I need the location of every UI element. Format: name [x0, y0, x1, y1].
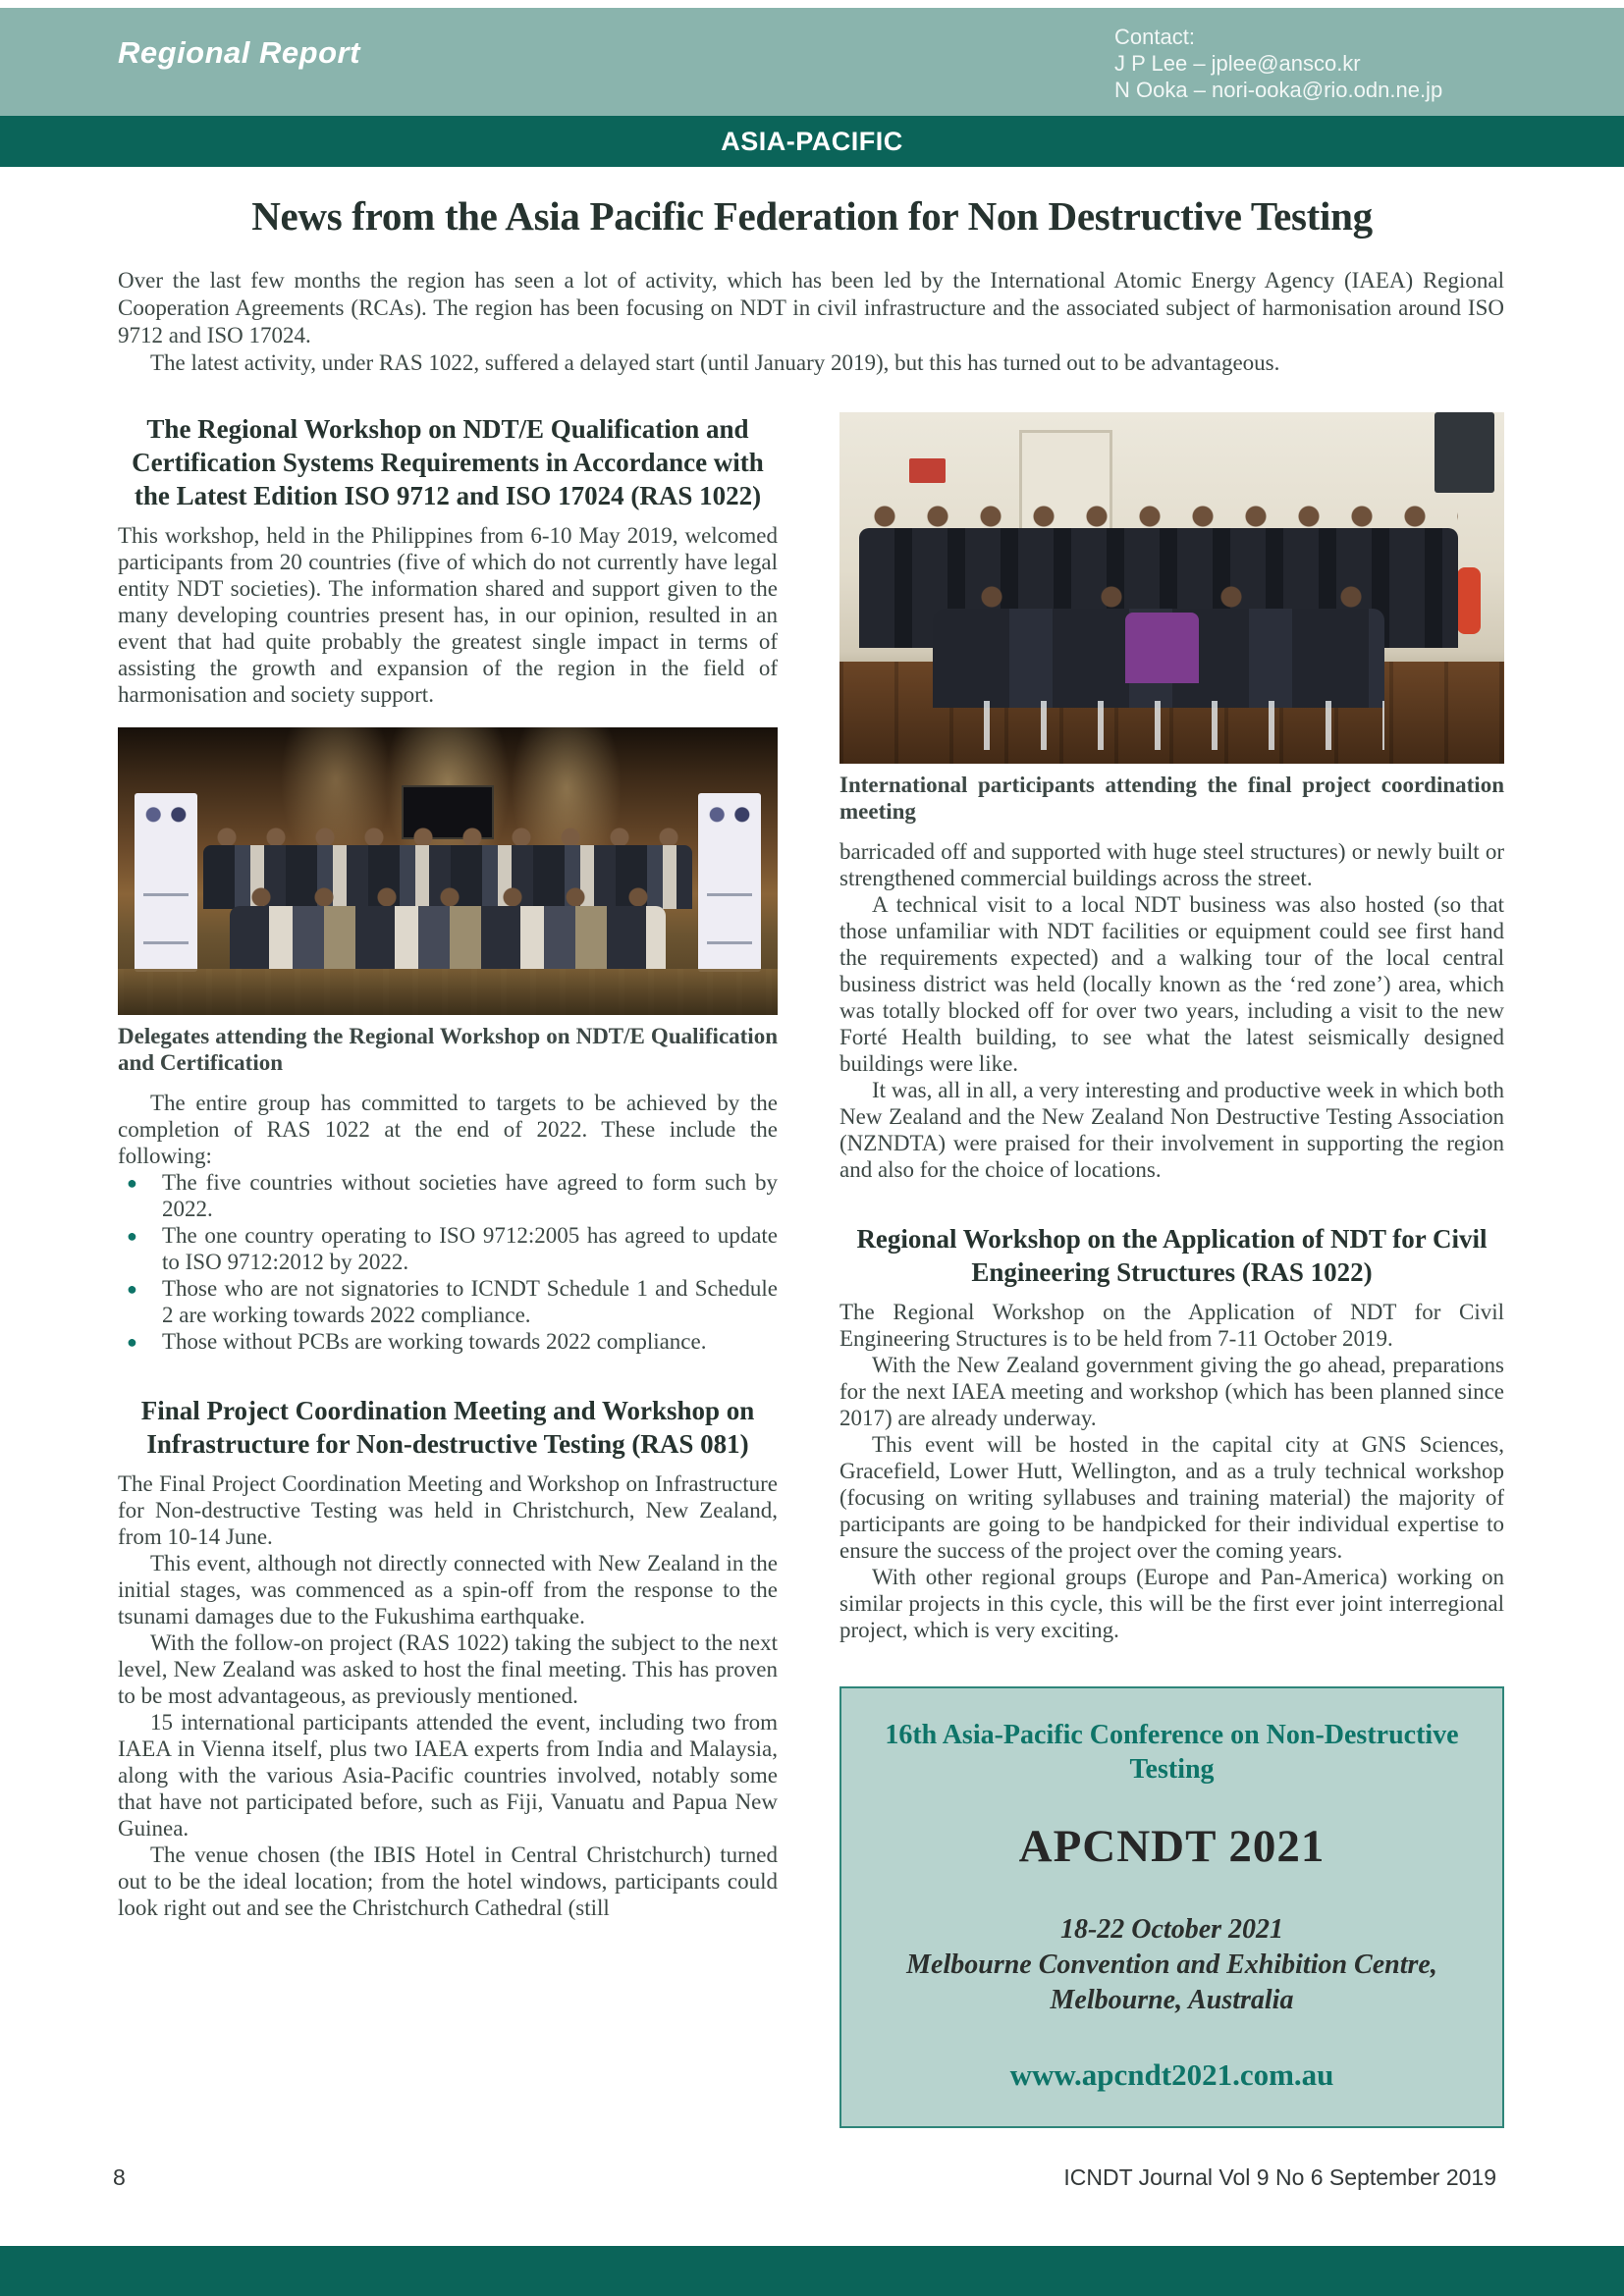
ad-conference-title: 16th Asia-Pacific Conference on Non-Destructive Testing — [885, 1720, 1459, 1785]
targets-list — [118, 1169, 778, 1355]
list-item: ● The five countries without societies have agreed to form such by 2022. — [118, 1169, 778, 1222]
body-paragraph: The venue chosen (the IBIS Hotel in Central Christchurch) turned out to be the ideal location; from the hotel windows, participants could look right out and see the Christchurch Cathedral (still — [118, 1842, 778, 1920]
body-paragraph: This workshop, held in the Philippines from 6-10 May 2019, welcomed participants from 20 countries (five of which do not currently have legal entity NDT societies). The information shared and support given to the many developing countries present has, in our opinion, resulted in an event that had quite probably the greatest single impact in terms of assisting the growth and expansion of the region in the field of harmonisation and society support. — [118, 523, 778, 707]
intro-paragraph: The latest activity, under RAS 1022, suffered a delayed start (until January 2019), but this has turned out to be advantageous. — [150, 350, 1280, 375]
ad-conference-name: APCNDT 2021 — [1018, 1821, 1326, 1872]
apcndt-conference-ad — [839, 1686, 1504, 2128]
body-paragraph: The Regional Workshop on the Application of NDT for Civil Engineering Structures is to be held from 7-11 October 2019. — [839, 1300, 1504, 1351]
body-paragraph: With other regional groups (Europe and Pan-America) working on similar projects in this cycle, this will be the first ever joint interregional project, which is very exciting. — [839, 1565, 1504, 1642]
body-paragraph: The entire group has committed to targets to be achieved by the completion of RAS 1022 at the end of 2022. These include the following: — [118, 1091, 778, 1168]
photo-delegates-lobby — [118, 727, 778, 1015]
right-column — [839, 412, 1504, 2128]
section-label: Regional Report — [118, 35, 360, 70]
two-column-body — [118, 412, 1504, 2128]
chair-legs — [933, 701, 1384, 750]
contact-email-2[interactable]: N Ooka – nori-ooka@rio.odn.ne.jp — [1114, 78, 1443, 102]
journal-info: ICNDT Journal Vol 9 No 6 September 2019 — [1063, 2164, 1496, 2190]
ad-dates: 18-22 October 2021 — [1059, 1914, 1284, 1945]
section-heading-final-project: Final Project Coordination Meeting and Workshop on Infrastructure for Non-destructive Testing (RAS 081) — [140, 1396, 755, 1459]
red-wall-sign — [909, 458, 946, 483]
photo-caption: Delegates attending the Regional Workshop on NDT/E Qualification and Certification — [118, 1024, 778, 1075]
seated-row-heads — [933, 584, 1384, 610]
page-number: 8 — [113, 2164, 126, 2190]
contact-block — [1114, 24, 1442, 103]
footer-teal-bar — [0, 2246, 1624, 2296]
page-footer — [113, 2164, 1499, 2191]
intro-block — [118, 267, 1504, 377]
intro-paragraph: Over the last few months the region has seen a lot of activity, which has been led by the International Atomic Energy Agency (IAEA) Regional Cooperation Agreements (RCAs). The region has been focusing on NDT in civil infrastructure and the associated subject of harmonisation around ISO 9712 and ISO 17024. — [118, 268, 1504, 347]
body-paragraph: barricaded off and supported with huge steel structures) or newly built or strengthened commercial buildings across the street. — [839, 839, 1504, 890]
photo-meeting-participants — [839, 412, 1504, 764]
list-item: ● Those without PCBs are working towards 2022 compliance. — [118, 1328, 778, 1355]
contact-email-1[interactable]: J P Lee – jplee@ansco.kr — [1114, 51, 1361, 76]
purple-shirt-figure — [1125, 613, 1198, 683]
photo-caption: International participants attending the final project coordination meeting — [839, 773, 1504, 824]
marble-floor — [118, 969, 778, 1015]
section-heading-civil-engineering: Regional Workshop on the Application of NDT for Civil Engineering Structures (RAS 1022) — [856, 1224, 1488, 1287]
body-paragraph: The Final Project Coordination Meeting and Workshop on Infrastructure for Non-destructive Testing was held in Christchurch, New Zealand, from 10-14 June. — [118, 1471, 778, 1549]
page-title: News from the Asia Pacific Federation for Non Destructive Testing — [251, 193, 1373, 239]
ad-dates-venue — [865, 1912, 1479, 2018]
section-heading-workshop: The Regional Workshop on NDT/E Qualification and Certification Systems Requirements in Accordance with the Latest Edition ISO 9712 and ISO 17024 (RAS 1022) — [132, 414, 764, 510]
body-paragraph: It was, all in all, a very interesting and productive week in which both New Zealand and the New Zealand Non Destructive Testing Association (NZNDTA) were praised for their involvement in supporting the region and also for the choice of locations. — [839, 1078, 1504, 1182]
contact-heading: Contact: — [1114, 25, 1195, 49]
rollup-banner-left — [135, 793, 197, 972]
ad-venue-line1: Melbourne Convention and Exhibition Centre, — [906, 1949, 1437, 1980]
body-paragraph: 15 international participants attended the event, including two from IAEA in Vienna itself, plus two IAEA experts from India and Malaysia, along with the various Asia-Pacific countries involved, notably some that have not participated before, such as Fiji, Vanuatu and Papua New Guinea. — [118, 1710, 778, 1841]
seated-row-bodies — [230, 906, 666, 969]
ad-venue-line2: Melbourne, Australia — [1050, 1985, 1294, 2015]
red-hydrant — [1457, 567, 1481, 634]
wall-screen — [1435, 412, 1494, 493]
left-column — [118, 412, 778, 2128]
ad-website-link[interactable]: www.apcndt2021.com.au — [1009, 2057, 1334, 2092]
list-item: ● Those who are not signatories to ICNDT Schedule 1 and Schedule 2 are working towards 2022 compliance. — [118, 1275, 778, 1328]
body-paragraph: With the follow-on project (RAS 1022) taking the subject to the next level, New Zealand was asked to host the final meeting. This has proven to be most advantageous, as previously mentioned. — [118, 1630, 778, 1708]
rollup-banner-right — [698, 793, 761, 972]
header-band — [0, 8, 1624, 116]
body-paragraph: With the New Zealand government giving the go ahead, preparations for the next IAEA meeting and workshop (which has been planned since 2017) are already underway. — [839, 1353, 1504, 1430]
body-paragraph: This event will be hosted in the capital city at GNS Sciences, Gracefield, Lower Hutt, Wellington, and as a truly technical workshop (focusing on writing syllabuses and training material) the majority of participants are going to be handpicked for their individual expertise to ensure the success of the project over the coming years. — [839, 1432, 1504, 1563]
list-item: ● The one country operating to ISO 9712:2005 has agreed to update to ISO 9712:2012 by 2022. — [118, 1222, 778, 1275]
region-band: ASIA-PACIFIC — [0, 116, 1624, 167]
standing-row-heads — [859, 504, 1457, 529]
body-paragraph: A technical visit to a local NDT business was also hosted (so that those unfamiliar with NDT facilities or equipment could see first hand the requirements expected) and a walking tour of the local central business district was held (locally known as the ‘red zone’) area, which was totally blocked off for over two years, including a visit to the new Forté Health building, to see what the latest seismically designed buildings were like. — [839, 892, 1504, 1076]
body-paragraph: This event, although not directly connected with New Zealand in the initial stages, was commenced as a spin-off from the response to the tsunami damages due to the Fukushima earthquake. — [118, 1551, 778, 1629]
